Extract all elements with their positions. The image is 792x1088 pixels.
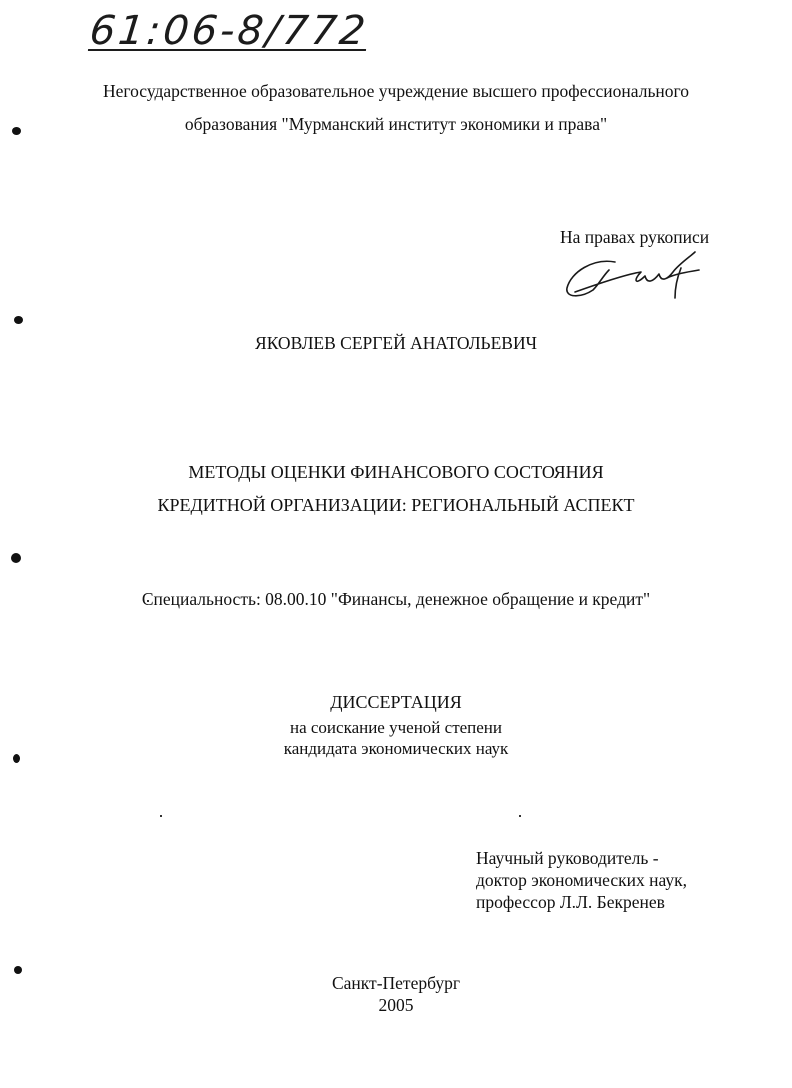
dissertation-degree [0, 717, 792, 759]
city: Санкт-Петербург [331, 973, 461, 993]
stray-dot-2 [519, 815, 521, 817]
author-name: ЯКОВЛЕВ СЕРГЕЙ АНАТОЛЬЕВИЧ [255, 333, 537, 353]
title-line-1: МЕТОДЫ ОЦЕНКИ ФИНАНСОВОГО СОСТОЯНИЯ [188, 462, 604, 482]
stray-dot-1 [160, 815, 162, 817]
archive-code-underline [88, 49, 366, 51]
archive-code [88, 8, 371, 54]
specialty: Специальность: 08.00.10 "Финансы, денежное обращение и кредит" [141, 589, 651, 609]
binder-mark-2 [14, 316, 23, 324]
city-year [0, 972, 792, 1016]
manuscript-note: На правах рукописи [560, 227, 710, 247]
dissertation-title [0, 456, 792, 522]
title-line-2: КРЕДИТНОЙ ОРГАНИЗАЦИИ: РЕГИОНАЛЬНЫЙ АСПЕКТ [157, 495, 635, 515]
year: 2005 [378, 995, 414, 1015]
author-signature [563, 250, 703, 305]
institute-line-1: Негосударственное образовательное учреждение высшего профессионального [102, 81, 690, 101]
institute-header [0, 75, 792, 141]
archive-code-text: 61:06-8/772 [87, 8, 371, 54]
institute-line-2: образования "Мурманский институт экономики и права" [184, 114, 608, 134]
degree-line-1: на соискание ученой степени [289, 718, 503, 737]
advisor-line-2: доктор экономических наук, [476, 870, 687, 890]
degree-line-2: кандидата экономических наук [283, 739, 509, 758]
dissertation-heading: ДИССЕРТАЦИЯ [330, 692, 462, 712]
advisor-line-1: Научный руководитель - [476, 848, 659, 868]
scientific-advisor [476, 847, 687, 913]
advisor-line-3: профессор Л.Л. Бекренев [476, 892, 665, 912]
binder-mark-3 [11, 553, 21, 563]
